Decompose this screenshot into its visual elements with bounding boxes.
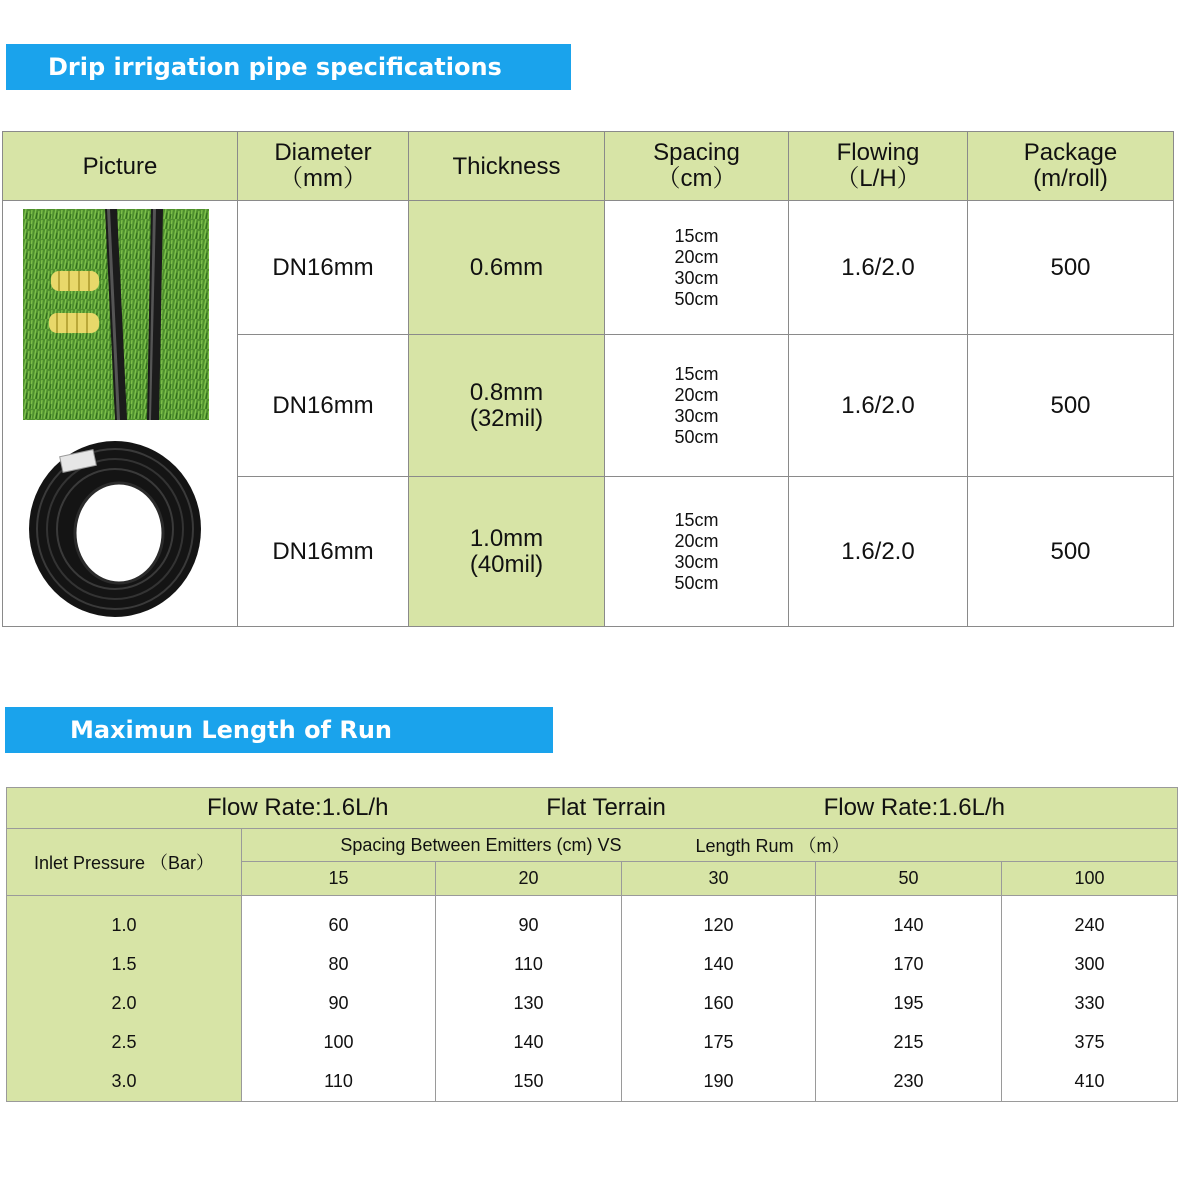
values-column-30: 120 140 160 175 190 bbox=[622, 896, 816, 1102]
thickness-cell: 0.8mm (32mil) bbox=[409, 335, 605, 477]
spacing-cell: 15cm 20cm 30cm 50cm bbox=[605, 335, 789, 477]
column-header: 30 bbox=[622, 862, 816, 896]
column-header: 100 bbox=[1002, 862, 1178, 896]
diameter-cell: DN16mm bbox=[238, 477, 409, 627]
section-banner-length-of-run: Maximun Length of Run bbox=[5, 707, 553, 753]
flow-rate-right: Flow Rate:1.6L/h bbox=[823, 794, 1006, 821]
inlet-pressure-header: Inlet Pressure （Bar） bbox=[7, 829, 242, 896]
terrain-label: Flat Terrain bbox=[546, 794, 666, 821]
spec-header-row bbox=[3, 132, 1174, 201]
values-column-100: 240 300 330 375 410 bbox=[1002, 896, 1178, 1102]
specifications-table bbox=[2, 131, 1174, 627]
length-of-run-table bbox=[6, 787, 1178, 1102]
flow-rate-left: Flow Rate:1.6L/h bbox=[207, 794, 389, 821]
flow-rate-row bbox=[7, 788, 1178, 829]
diameter-cell: DN16mm bbox=[238, 335, 409, 477]
pipe-coil-photo bbox=[27, 433, 203, 619]
diameter-cell: DN16mm bbox=[238, 201, 409, 335]
header-spacing: Spacing （cm） bbox=[605, 132, 789, 201]
flowing-cell: 1.6/2.0 bbox=[789, 201, 968, 335]
spacing-between-emitters-label: Spacing Between Emitters (cm) VS bbox=[242, 829, 622, 862]
package-cell: 500 bbox=[968, 201, 1174, 335]
pipe-on-grass-photo bbox=[23, 209, 209, 420]
header-thickness: Thickness bbox=[409, 132, 605, 201]
header-picture: Picture bbox=[3, 132, 238, 201]
pressure-column: 1.0 1.5 2.0 2.5 3.0 bbox=[7, 896, 242, 1102]
spacing-cell: 15cm 20cm 30cm 50cm bbox=[605, 201, 789, 335]
header-package: Package (m/roll) bbox=[968, 132, 1174, 201]
spec-row bbox=[3, 201, 1174, 335]
spacing-cell: 15cm 20cm 30cm 50cm bbox=[605, 477, 789, 627]
thickness-cell: 1.0mm (40mil) bbox=[409, 477, 605, 627]
flowing-cell: 1.6/2.0 bbox=[789, 335, 968, 477]
package-cell: 500 bbox=[968, 477, 1174, 627]
column-header: 15 bbox=[242, 862, 436, 896]
header-diameter: Diameter （mm） bbox=[238, 132, 409, 201]
values-column-15: 60 80 90 100 110 bbox=[242, 896, 436, 1102]
thickness-cell: 0.6mm bbox=[409, 201, 605, 335]
column-header: 20 bbox=[436, 862, 622, 896]
package-cell: 500 bbox=[968, 335, 1174, 477]
values-column-20: 90 110 130 140 150 bbox=[436, 896, 622, 1102]
values-row bbox=[7, 896, 1178, 1102]
spacing-header-row bbox=[7, 829, 1178, 862]
length-run-label: Length Rum （m） bbox=[622, 829, 1178, 862]
section-banner-specifications: Drip irrigation pipe specifications bbox=[6, 44, 571, 90]
product-pictures bbox=[3, 201, 238, 627]
column-header: 50 bbox=[816, 862, 1002, 896]
values-column-50: 140 170 195 215 230 bbox=[816, 896, 1002, 1102]
header-flowing: Flowing （L/H） bbox=[789, 132, 968, 201]
flowing-cell: 1.6/2.0 bbox=[789, 477, 968, 627]
